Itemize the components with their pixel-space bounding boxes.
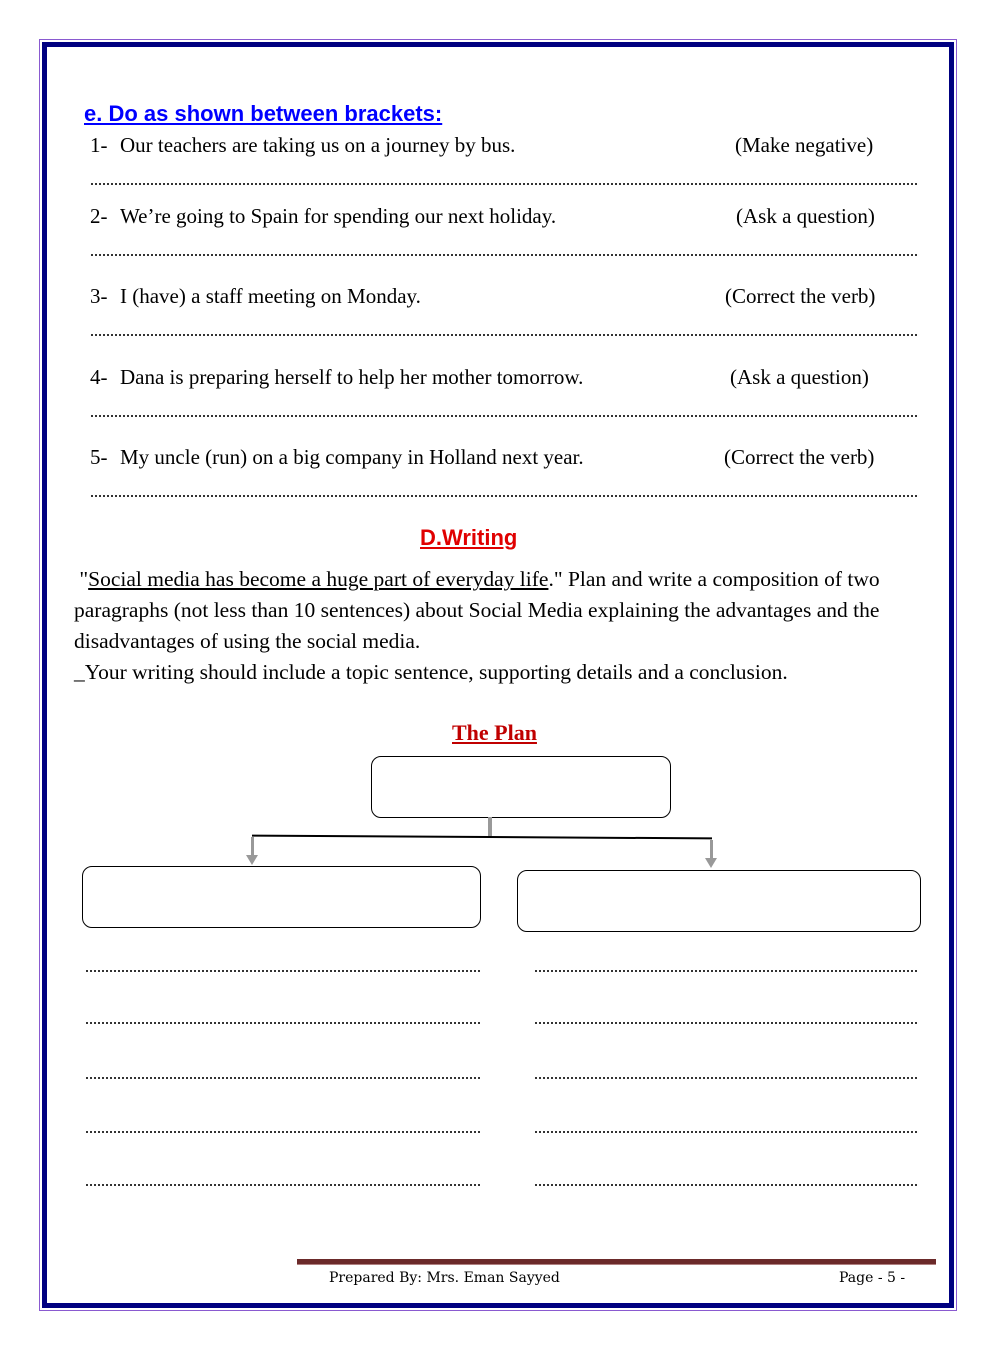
question-number: 1- (90, 133, 108, 157)
question-number: 4- (90, 365, 108, 389)
answer-line[interactable] (91, 334, 917, 336)
question-text: My uncle (run) on a big company in Holland next year. (120, 445, 584, 469)
question-instruction: (Ask a question) (736, 204, 875, 228)
question-number: 5- (90, 445, 108, 469)
plan-answer-line-left[interactable] (86, 1077, 480, 1079)
plan-answer-line-left[interactable] (86, 1131, 480, 1133)
plan-answer-line-right[interactable] (535, 1077, 917, 1079)
prompt-quote: Social media has become a huge part of everyday life (88, 567, 549, 591)
footer-page-number: Page - 5 - (839, 1270, 906, 1286)
question-number: 2- (90, 204, 108, 228)
question-instruction: (Correct the verb) (724, 445, 875, 469)
question-instruction: (Correct the verb) (725, 284, 876, 308)
answer-line[interactable] (91, 254, 917, 256)
plan-answer-line-right[interactable] (535, 1022, 917, 1024)
plan-answer-line-left[interactable] (86, 970, 480, 972)
footer-rule (297, 1259, 936, 1265)
answer-line[interactable] (91, 495, 917, 497)
question-instruction: (Make negative) (735, 133, 874, 157)
plan-answer-line-left[interactable] (86, 1022, 480, 1024)
footer-author: Prepared By: Mrs. Eman Sayyed (329, 1270, 560, 1286)
writing-prompt (74, 564, 924, 688)
prompt-instruction: _Your writing should include a topic sentence, supporting details and a conclusion. (74, 660, 788, 684)
question-text: We’re going to Spain for spending our next holiday. (120, 204, 557, 228)
question-text: Our teachers are taking us on a journey by bus. (120, 133, 516, 157)
answer-line[interactable] (91, 183, 917, 185)
section-e-heading: e. Do as shown between brackets: (84, 101, 443, 126)
writing-heading: D.Writing (420, 525, 518, 550)
question-text: I (have) a staff meeting on Monday. (120, 284, 421, 308)
question-number: 3- (90, 284, 108, 308)
plan-answer-line-right[interactable] (535, 1184, 917, 1186)
arrow-down-icon (705, 858, 717, 868)
quote-open: " (79, 567, 89, 591)
question-instruction: (Ask a question) (730, 365, 869, 389)
arrow-down-icon (246, 855, 258, 865)
plan-answer-line-right[interactable] (535, 1131, 917, 1133)
plan-disadvantages-box[interactable] (517, 870, 921, 932)
plan-topic-box[interactable] (371, 756, 671, 818)
plan-answer-line-right[interactable] (535, 970, 917, 972)
connector (488, 817, 492, 837)
plan-heading: The Plan (452, 720, 537, 745)
plan-answer-line-left[interactable] (86, 1184, 480, 1186)
question-text: Dana is preparing herself to help her mother tomorrow. (120, 365, 584, 389)
answer-line[interactable] (91, 415, 917, 417)
plan-advantages-box[interactable] (82, 866, 481, 928)
prompt-text: ." Plan and write a composition of two paragraphs (not less than 10 sentences) about Social Media explaining the advantages and the disadvantages of using the social media. (74, 567, 880, 653)
